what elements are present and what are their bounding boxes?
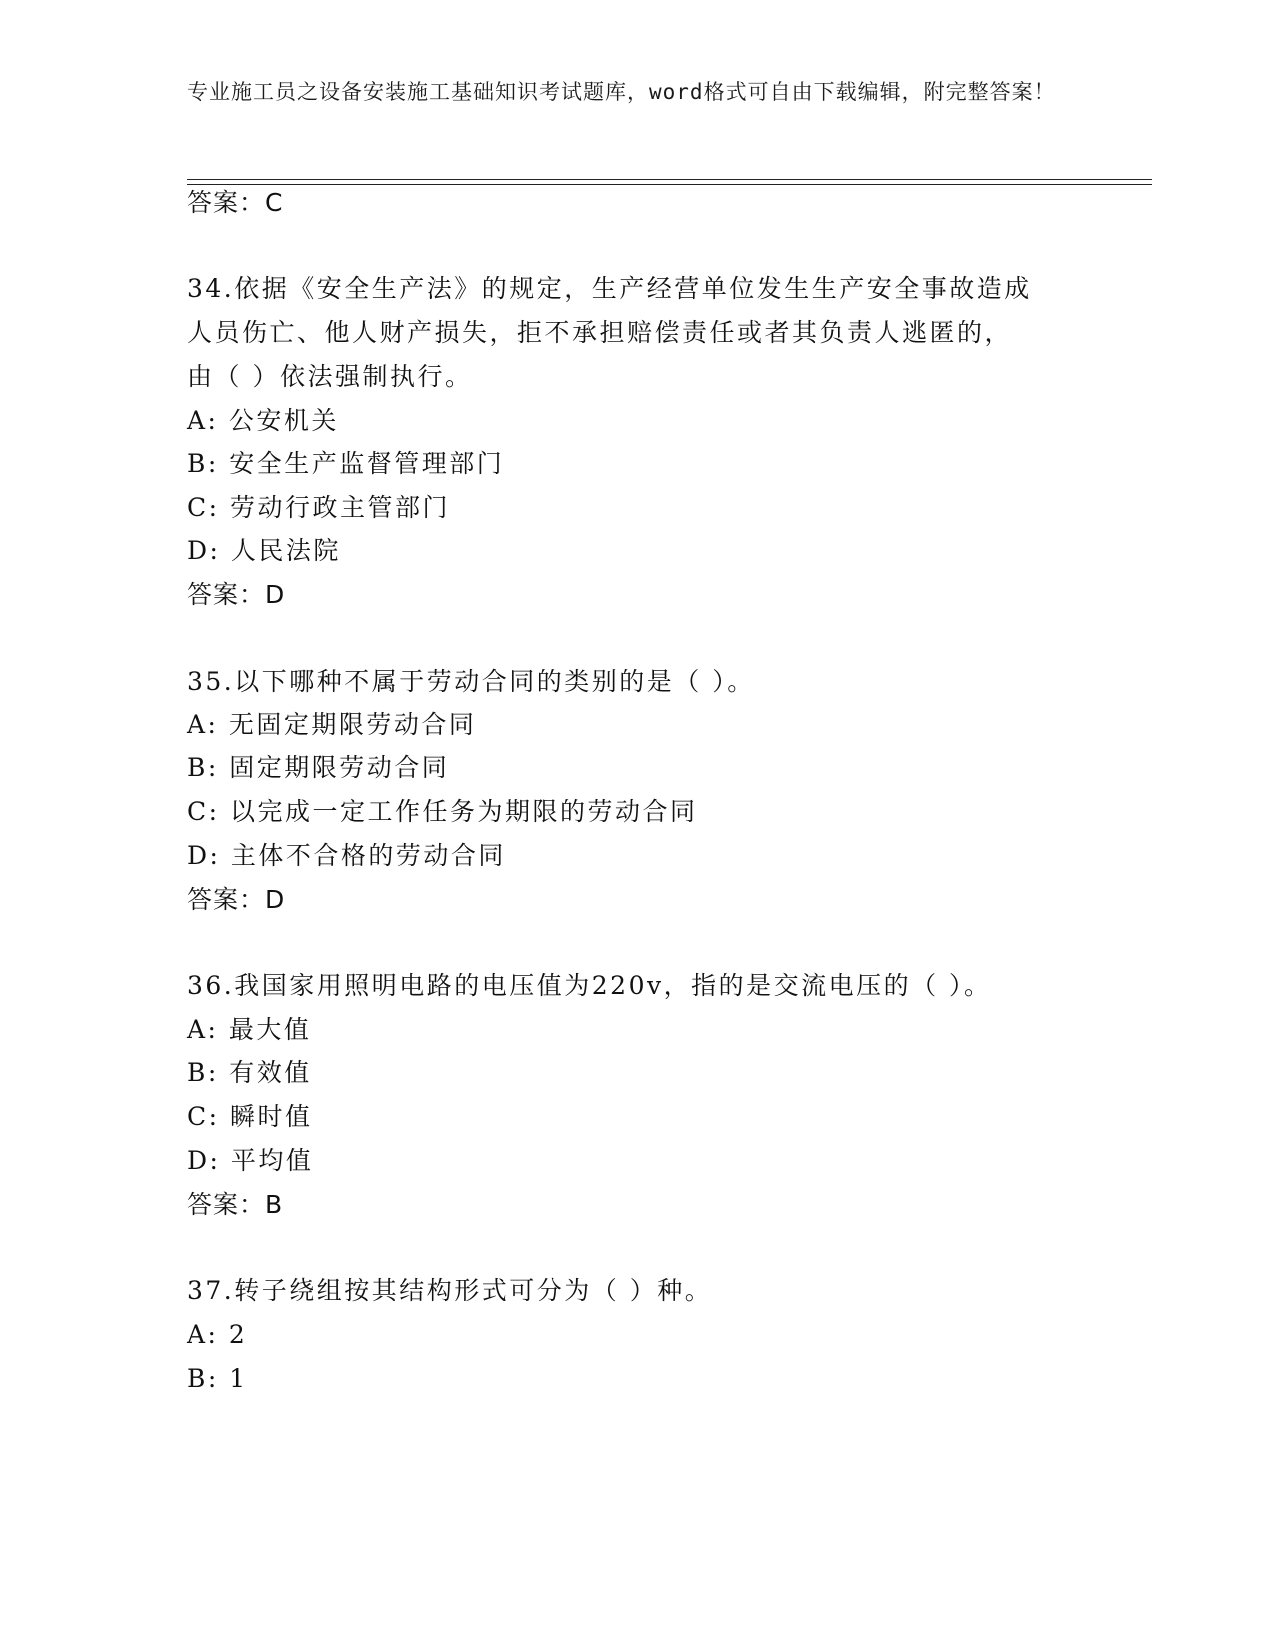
option-b: B: 固定期限劳动合同	[187, 753, 450, 782]
option-b: B: 安全生产监督管理部门	[187, 449, 505, 478]
option-a: A: 2	[187, 1320, 248, 1349]
question-text: 34.依据《安全生产法》的规定，生产经营单位发生生产安全事故造成	[187, 274, 1032, 303]
option-b: B: 1	[187, 1364, 248, 1393]
option-c: C: 瞬时值	[187, 1102, 313, 1131]
option-c: C: 以完成一定工作任务为期限的劳动合同	[187, 797, 698, 826]
document-header: 专业施工员之设备安装施工基础知识考试题库，word格式可自由下载编辑，附完整答案！	[187, 80, 1056, 104]
option-b: B: 有效值	[187, 1058, 312, 1087]
question-text: 由（ ）依法强制执行。	[187, 362, 473, 391]
question-text: 37.转子绕组按其结构形式可分为（ ）种。	[187, 1276, 713, 1305]
header-divider	[187, 179, 1152, 180]
answer-line: 答案：C	[187, 188, 284, 217]
option-c: C: 劳动行政主管部门	[187, 493, 450, 522]
option-d: D: 主体不合格的劳动合同	[187, 841, 506, 870]
answer-line: 答案：D	[187, 885, 286, 914]
option-a: A: 无固定期限劳动合同	[187, 710, 477, 739]
option-a: A: 最大值	[187, 1015, 312, 1044]
question-text: 35.以下哪种不属于劳动合同的类别的是（ ）。	[187, 667, 755, 696]
option-a: A: 公安机关	[187, 406, 339, 435]
header-divider-double	[187, 184, 1152, 185]
answer-line: 答案：B	[187, 1190, 284, 1219]
answer-line: 答案：D	[187, 580, 286, 609]
option-d: D: 平均值	[187, 1146, 314, 1175]
option-d: D: 人民法院	[187, 536, 341, 565]
question-text: 人员伤亡、他人财产损失，拒不承担赔偿责任或者其负责人逃匿的，	[187, 318, 1013, 347]
question-text: 36.我国家用照明电路的电压值为220v，指的是交流电压的（ ）。	[187, 971, 992, 1000]
